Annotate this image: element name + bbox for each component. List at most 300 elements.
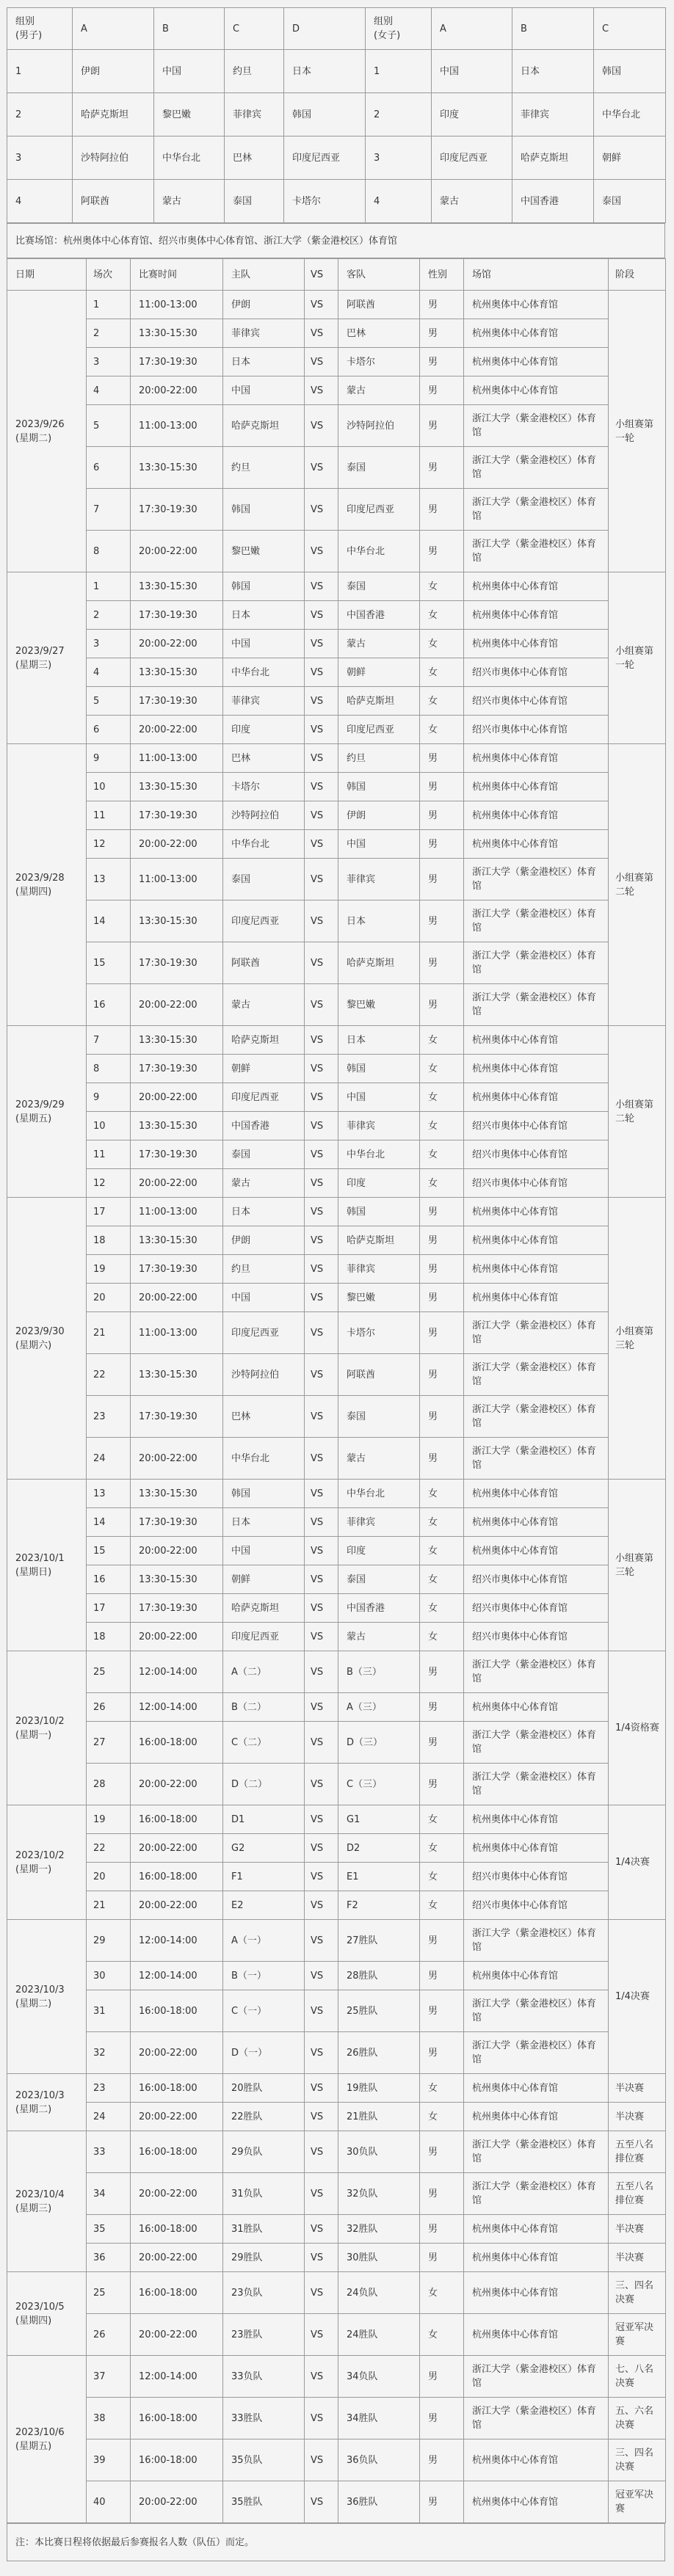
match-number: 24 [87, 1438, 131, 1480]
match-time: 20:00-22:00 [131, 830, 223, 859]
match-number: 9 [87, 1083, 131, 1112]
match-row [7, 1438, 666, 1480]
header-date: 日期 [7, 259, 87, 291]
match-venue: 杭州奥体中心体育馆 [464, 630, 609, 658]
home-team: 沙特阿拉伯 [223, 1354, 305, 1396]
match-time: 13:30-15:30 [131, 1354, 223, 1396]
vs-label: VS [305, 1722, 338, 1764]
match-venue: 浙江大学（紫金港校区）体育馆 [464, 2398, 609, 2439]
women-team: 韩国 [594, 50, 666, 93]
match-time: 20:00-22:00 [131, 2032, 223, 2074]
vs-label: VS [305, 1396, 338, 1438]
match-venue: 杭州奥体中心体育馆 [464, 744, 609, 773]
match-gender: 女 [420, 1623, 464, 1651]
match-row [7, 2356, 666, 2398]
vs-label: VS [305, 1962, 338, 1990]
match-number: 37 [87, 2356, 131, 2398]
match-stage: 五至八名排位赛 [609, 2131, 666, 2173]
match-stage: 小组赛第二轮 [609, 744, 666, 1026]
match-time: 17:30-19:30 [131, 801, 223, 830]
match-gender: 男 [420, 531, 464, 572]
match-number: 39 [87, 2439, 131, 2481]
match-date: 2023/10/3 (星期二) [7, 1920, 87, 2074]
home-team: 巴林 [223, 744, 305, 773]
match-time: 17:30-19:30 [131, 1396, 223, 1438]
home-team: 黎巴嫩 [223, 531, 305, 572]
match-number: 23 [87, 1396, 131, 1438]
match-row [7, 801, 666, 830]
match-row [7, 2103, 666, 2131]
match-venue: 浙江大学（紫金港校区）体育馆 [464, 984, 609, 1026]
home-team: 31负队 [223, 2173, 305, 2215]
match-gender: 男 [420, 830, 464, 859]
away-team: 蒙古 [338, 376, 420, 405]
vs-label: VS [305, 1920, 338, 1962]
match-gender: 女 [420, 1863, 464, 1891]
match-row [7, 2314, 666, 2356]
match-number: 30 [87, 1962, 131, 1990]
home-team: 印度尼西亚 [223, 1623, 305, 1651]
away-team: 卡塔尔 [338, 348, 420, 376]
match-row [7, 1480, 666, 1508]
match-number: 16 [87, 984, 131, 1026]
match-row [7, 687, 666, 716]
home-team: 印度 [223, 716, 305, 744]
match-venue: 杭州奥体中心体育馆 [464, 1508, 609, 1537]
away-team: F2 [338, 1891, 420, 1920]
match-number: 16 [87, 1565, 131, 1594]
match-time: 17:30-19:30 [131, 601, 223, 630]
match-gender: 女 [420, 1594, 464, 1623]
match-date: 2023/9/29 (星期五) [7, 1026, 87, 1198]
home-team: B（一） [223, 1962, 305, 1990]
away-team: 26胜队 [338, 2032, 420, 2074]
header-away: 客队 [338, 259, 420, 291]
match-venue: 杭州奥体中心体育馆 [464, 773, 609, 801]
match-venue: 浙江大学（紫金港校区）体育馆 [464, 1722, 609, 1764]
match-venue: 杭州奥体中心体育馆 [464, 2074, 609, 2103]
match-time: 20:00-22:00 [131, 1834, 223, 1863]
vs-label: VS [305, 319, 338, 348]
home-team: 中国香港 [223, 1112, 305, 1140]
match-number: 2 [87, 319, 131, 348]
away-team: 印度 [338, 1537, 420, 1565]
away-team: 32负队 [338, 2173, 420, 2215]
home-team: A（一） [223, 1920, 305, 1962]
match-number: 33 [87, 2131, 131, 2173]
women-seed: 4 [366, 180, 432, 223]
away-team: C（三） [338, 1764, 420, 1805]
vs-label: VS [305, 2074, 338, 2103]
match-number: 8 [87, 1055, 131, 1083]
match-stage: 七、八名决赛 [609, 2356, 666, 2398]
match-row [7, 376, 666, 405]
match-number: 32 [87, 2032, 131, 2074]
vs-label: VS [305, 1651, 338, 1693]
header-gender: 性别 [420, 259, 464, 291]
match-venue: 杭州奥体中心体育馆 [464, 376, 609, 405]
match-gender: 男 [420, 1255, 464, 1284]
match-gender: 男 [420, 447, 464, 489]
match-time: 20:00-22:00 [131, 1284, 223, 1312]
match-time: 13:30-15:30 [131, 1480, 223, 1508]
vs-label: VS [305, 1169, 338, 1198]
women-team: 菲律宾 [512, 93, 594, 137]
vs-label: VS [305, 572, 338, 601]
match-row [7, 630, 666, 658]
match-venue: 杭州奥体中心体育馆 [464, 1284, 609, 1312]
match-venue: 绍兴市奥体中心体育馆 [464, 1565, 609, 1594]
home-team: 22胜队 [223, 2103, 305, 2131]
match-time: 13:30-15:30 [131, 1226, 223, 1255]
vs-label: VS [305, 1083, 338, 1112]
home-team: 沙特阿拉伯 [223, 801, 305, 830]
match-gender: 男 [420, 1312, 464, 1354]
match-time: 17:30-19:30 [131, 348, 223, 376]
match-number: 31 [87, 1990, 131, 2032]
match-time: 13:30-15:30 [131, 1565, 223, 1594]
home-team: 23胜队 [223, 2314, 305, 2356]
match-number: 12 [87, 830, 131, 859]
match-gender: 女 [420, 1805, 464, 1834]
match-venue: 浙江大学（紫金港校区）体育馆 [464, 405, 609, 447]
header-home: 主队 [223, 259, 305, 291]
match-stage: 半决赛 [609, 2103, 666, 2131]
match-venue: 绍兴市奥体中心体育馆 [464, 1863, 609, 1891]
match-row [7, 1805, 666, 1834]
match-row [7, 2032, 666, 2074]
vs-label: VS [305, 2103, 338, 2131]
match-row [7, 1226, 666, 1255]
match-time: 13:30-15:30 [131, 900, 223, 942]
match-gender: 男 [420, 1354, 464, 1396]
vs-label: VS [305, 1354, 338, 1396]
match-date: 2023/10/5 (星期四) [7, 2272, 87, 2356]
match-time: 20:00-22:00 [131, 1169, 223, 1198]
men-group-header: 组别 (男子) [7, 8, 73, 50]
match-row [7, 319, 666, 348]
match-venue: 杭州奥体中心体育馆 [464, 2215, 609, 2244]
match-gender: 女 [420, 1508, 464, 1537]
groups-row [7, 180, 666, 223]
home-team: 伊朗 [223, 291, 305, 319]
match-row [7, 1169, 666, 1198]
vs-label: VS [305, 1140, 338, 1169]
away-team: 中华台北 [338, 531, 420, 572]
men-team: 中国 [154, 50, 225, 93]
match-venue: 杭州奥体中心体育馆 [464, 1083, 609, 1112]
vs-label: VS [305, 447, 338, 489]
match-number: 4 [87, 658, 131, 687]
match-time: 20:00-22:00 [131, 2103, 223, 2131]
vs-label: VS [305, 773, 338, 801]
match-number: 15 [87, 1537, 131, 1565]
match-venue: 杭州奥体中心体育馆 [464, 572, 609, 601]
match-time: 20:00-22:00 [131, 376, 223, 405]
vs-label: VS [305, 1594, 338, 1623]
match-number: 3 [87, 348, 131, 376]
match-row [7, 1396, 666, 1438]
away-team: 朝鲜 [338, 658, 420, 687]
match-gender: 男 [420, 405, 464, 447]
match-number: 14 [87, 900, 131, 942]
home-team: 中国 [223, 1284, 305, 1312]
match-gender: 女 [420, 1891, 464, 1920]
match-row [7, 1722, 666, 1764]
home-team: 伊朗 [223, 1226, 305, 1255]
match-gender: 女 [420, 1537, 464, 1565]
vs-label: VS [305, 687, 338, 716]
away-team: 日本 [338, 900, 420, 942]
home-team: C（一） [223, 1990, 305, 2032]
match-time: 20:00-22:00 [131, 1438, 223, 1480]
women-team: 印度尼西亚 [432, 137, 512, 180]
away-team: 印度尼西亚 [338, 489, 420, 531]
men-group-col: B [154, 8, 225, 50]
away-team: 黎巴嫩 [338, 1284, 420, 1312]
match-stage: 三、四名决赛 [609, 2272, 666, 2314]
men-seed: 2 [7, 93, 73, 137]
match-number: 10 [87, 1112, 131, 1140]
match-stage: 1/4资格赛 [609, 1651, 666, 1805]
match-row [7, 1962, 666, 1990]
match-venue: 杭州奥体中心体育馆 [464, 1805, 609, 1834]
home-team: 哈萨克斯坦 [223, 405, 305, 447]
vs-label: VS [305, 1198, 338, 1226]
away-team: 30负队 [338, 2131, 420, 2173]
home-team: D（一） [223, 2032, 305, 2074]
match-time: 20:00-22:00 [131, 630, 223, 658]
home-team: B（二） [223, 1693, 305, 1722]
match-gender: 男 [420, 859, 464, 900]
vs-label: VS [305, 1623, 338, 1651]
match-row [7, 291, 666, 319]
vs-label: VS [305, 1255, 338, 1284]
match-gender: 女 [420, 658, 464, 687]
match-number: 29 [87, 1920, 131, 1962]
match-row [7, 859, 666, 900]
match-stage: 1/4决赛 [609, 1920, 666, 2074]
home-team: 阿联酋 [223, 942, 305, 984]
vs-label: VS [305, 405, 338, 447]
match-venue: 杭州奥体中心体育馆 [464, 1255, 609, 1284]
match-row [7, 1891, 666, 1920]
match-number: 18 [87, 1623, 131, 1651]
match-time: 13:30-15:30 [131, 773, 223, 801]
match-row [7, 1198, 666, 1226]
groups-table [7, 7, 666, 223]
match-time: 16:00-18:00 [131, 2272, 223, 2314]
match-gender: 男 [420, 2032, 464, 2074]
match-row [7, 1026, 666, 1055]
match-date: 2023/9/27 (星期三) [7, 572, 87, 744]
match-number: 6 [87, 716, 131, 744]
away-team: 韩国 [338, 773, 420, 801]
match-time: 20:00-22:00 [131, 2244, 223, 2272]
match-time: 16:00-18:00 [131, 1863, 223, 1891]
vs-label: VS [305, 1990, 338, 2032]
away-team: 韩国 [338, 1198, 420, 1226]
home-team: 日本 [223, 1198, 305, 1226]
header-time: 比赛时间 [131, 259, 223, 291]
home-team: 蒙古 [223, 984, 305, 1026]
match-date: 2023/9/30 (星期六) [7, 1198, 87, 1480]
vs-label: VS [305, 1863, 338, 1891]
away-team: 哈萨克斯坦 [338, 1226, 420, 1255]
match-number: 5 [87, 405, 131, 447]
match-number: 21 [87, 1891, 131, 1920]
match-number: 23 [87, 2074, 131, 2103]
vs-label: VS [305, 1834, 338, 1863]
match-venue: 绍兴市奥体中心体育馆 [464, 658, 609, 687]
match-stage: 半决赛 [609, 2215, 666, 2244]
home-team: A（二） [223, 1651, 305, 1693]
match-row [7, 744, 666, 773]
vs-label: VS [305, 348, 338, 376]
match-time: 16:00-18:00 [131, 2215, 223, 2244]
home-team: 印度尼西亚 [223, 1083, 305, 1112]
away-team: E1 [338, 1863, 420, 1891]
match-venue: 杭州奥体中心体育馆 [464, 2481, 609, 2523]
away-team: 哈萨克斯坦 [338, 942, 420, 984]
vs-label: VS [305, 1312, 338, 1354]
match-row [7, 1284, 666, 1312]
women-group-col: A [432, 8, 512, 50]
match-time: 16:00-18:00 [131, 2131, 223, 2173]
match-date: 2023/9/28 (星期四) [7, 744, 87, 1026]
home-team: 35负队 [223, 2439, 305, 2481]
match-venue: 杭州奥体中心体育馆 [464, 348, 609, 376]
women-seed: 2 [366, 93, 432, 137]
vs-label: VS [305, 658, 338, 687]
match-row [7, 2074, 666, 2103]
women-team: 哈萨克斯坦 [512, 137, 594, 180]
match-row [7, 1112, 666, 1140]
home-team: 卡塔尔 [223, 773, 305, 801]
vs-label: VS [305, 2215, 338, 2244]
groups-header-row [7, 8, 666, 50]
home-team: 23负队 [223, 2272, 305, 2314]
match-gender: 男 [420, 1722, 464, 1764]
match-gender: 女 [420, 1169, 464, 1198]
match-row [7, 572, 666, 601]
match-gender: 女 [420, 687, 464, 716]
match-number: 2 [87, 601, 131, 630]
match-number: 20 [87, 1863, 131, 1891]
match-time: 16:00-18:00 [131, 1722, 223, 1764]
match-time: 17:30-19:30 [131, 1508, 223, 1537]
match-venue: 杭州奥体中心体育馆 [464, 1198, 609, 1226]
match-time: 12:00-14:00 [131, 1693, 223, 1722]
vs-label: VS [305, 291, 338, 319]
home-team: 31胜队 [223, 2215, 305, 2244]
match-time: 17:30-19:30 [131, 489, 223, 531]
match-venue: 杭州奥体中心体育馆 [464, 319, 609, 348]
schedule-table [7, 258, 666, 2523]
vs-label: VS [305, 1438, 338, 1480]
match-time: 20:00-22:00 [131, 1623, 223, 1651]
match-venue: 浙江大学（紫金港校区）体育馆 [464, 531, 609, 572]
match-gender: 女 [420, 630, 464, 658]
match-time: 12:00-14:00 [131, 1962, 223, 1990]
men-group-col: C [225, 8, 284, 50]
match-number: 6 [87, 447, 131, 489]
match-row [7, 1651, 666, 1693]
match-row [7, 2398, 666, 2439]
match-stage: 五、六名决赛 [609, 2398, 666, 2439]
match-time: 20:00-22:00 [131, 2314, 223, 2356]
match-venue: 浙江大学（紫金港校区）体育馆 [464, 859, 609, 900]
home-team: 巴林 [223, 1396, 305, 1438]
home-team: 中华台北 [223, 830, 305, 859]
men-team: 伊朗 [73, 50, 154, 93]
home-team: 约旦 [223, 447, 305, 489]
away-team: 19胜队 [338, 2074, 420, 2103]
match-number: 13 [87, 1480, 131, 1508]
match-row [7, 447, 666, 489]
match-gender: 女 [420, 2314, 464, 2356]
home-team: 菲律宾 [223, 687, 305, 716]
match-venue: 绍兴市奥体中心体育馆 [464, 1112, 609, 1140]
vs-label: VS [305, 376, 338, 405]
match-time: 16:00-18:00 [131, 1805, 223, 1834]
match-gender: 男 [420, 319, 464, 348]
match-stage: 三、四名决赛 [609, 2439, 666, 2481]
match-row [7, 1863, 666, 1891]
match-venue: 绍兴市奥体中心体育馆 [464, 687, 609, 716]
match-stage: 1/4决赛 [609, 1805, 666, 1920]
match-number: 1 [87, 572, 131, 601]
away-team: 24胜队 [338, 2314, 420, 2356]
match-number: 40 [87, 2481, 131, 2523]
women-team: 中国香港 [512, 180, 594, 223]
match-stage: 小组赛第二轮 [609, 1026, 666, 1198]
match-venue: 浙江大学（紫金港校区）体育馆 [464, 1396, 609, 1438]
match-gender: 男 [420, 2481, 464, 2523]
away-team: 28胜队 [338, 1962, 420, 1990]
match-venue: 浙江大学（紫金港校区）体育馆 [464, 2173, 609, 2215]
match-gender: 男 [420, 1962, 464, 1990]
match-number: 11 [87, 801, 131, 830]
match-row [7, 405, 666, 447]
away-team: A（三） [338, 1693, 420, 1722]
match-row [7, 2272, 666, 2314]
match-gender: 男 [420, 2244, 464, 2272]
match-venue: 杭州奥体中心体育馆 [464, 1480, 609, 1508]
match-venue: 浙江大学（紫金港校区）体育馆 [464, 1651, 609, 1693]
match-date: 2023/10/4 (星期三) [7, 2131, 87, 2272]
home-team: 印度尼西亚 [223, 1312, 305, 1354]
away-team: 27胜队 [338, 1920, 420, 1962]
home-team: 韩国 [223, 1480, 305, 1508]
away-team: 哈萨克斯坦 [338, 687, 420, 716]
match-number: 25 [87, 2272, 131, 2314]
match-gender: 男 [420, 1198, 464, 1226]
vs-label: VS [305, 2314, 338, 2356]
vs-label: VS [305, 1480, 338, 1508]
match-venue: 浙江大学（紫金港校区）体育馆 [464, 489, 609, 531]
home-team: F1 [223, 1863, 305, 1891]
women-team: 印度 [432, 93, 512, 137]
match-row [7, 830, 666, 859]
schedule-header-row [7, 259, 666, 291]
match-row [7, 1594, 666, 1623]
vs-label: VS [305, 489, 338, 531]
match-gender: 男 [420, 2356, 464, 2398]
away-team: 36胜队 [338, 2481, 420, 2523]
match-time: 16:00-18:00 [131, 2398, 223, 2439]
home-team: 20胜队 [223, 2074, 305, 2103]
